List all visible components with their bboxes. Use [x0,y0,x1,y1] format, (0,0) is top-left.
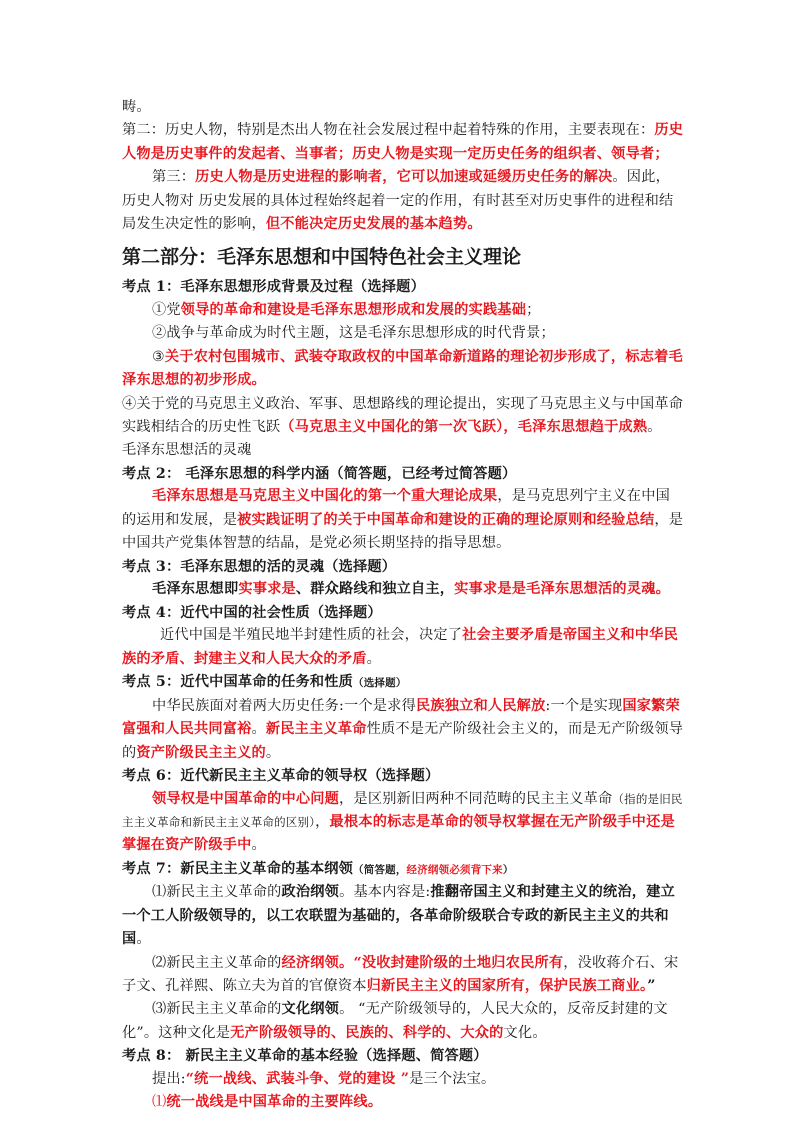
kaodian-6-body: 领导权是中国革命的中心问题，是区别新旧两种不同范畴的民主主义革命（指的是旧民主主义革命和新民主主义革命的区别），最根本的标志是革命的领导权掌握在无产阶级手中还是掌握在资产阶级手中。 [122,790,683,854]
kaodian-7-political-program: ⑴新民主主义革命的政治纲领。基本内容是:推翻帝国主义和封建主义的统治，建立一个工人阶级领导的，以工农联盟为基础的，各革命阶级联合专政的新民主主义的共和国。 [122,884,675,948]
kaodian-5-body: 中华民族面对着两大历史任务:一个是求得民族独立和人民解放:一个是实现国家繁荣富强和人民共同富裕。新民主主义革命性质不是无产阶级社会主义的，而是无产阶级领导的资产阶级民主主义的。 [122,697,684,761]
kaodian-4-body: 近代中国是半殖民地半封建性质的社会，决定了社会主要矛盾是帝国主义和中华民族的矛盾、封建主义和人民大众的矛盾。 [122,627,678,667]
kaodian-3-title: 考点 3：毛泽东思想的活的灵魂（选择题） [122,558,397,575]
document-page [122,96,684,1115]
section-title: 第二部分：毛泽东思想和中国特色社会主义理论 [122,246,522,269]
kaodian-1-item-2: ②战争与革命成为时代主题，这是毛泽东思想形成的时代背景； [152,325,555,342]
kaodian-5-title: 考点 5：近代中国革命的任务和性质（选择题） [122,674,407,691]
paragraph-intro: 畴。 [122,99,151,115]
kaodian-4-title: 考点 4：近代中国的社会性质（选择题） [122,604,382,621]
kaodian-3-body: 毛泽东思想即实事求是、群众路线和独立自主，实事求是是毛泽东思想活的灵魂。 [152,581,670,598]
kaodian-7-title: 考点 7：新民主主义革命的基本纲领（简答题，经济纲领必须背下来） [122,860,514,877]
kaodian-2-body: 毛泽东思想是马克思主义中国化的第一个重大理论成果，是马克思列宁主义在中国的运用和发展，是被实践证明了的关于中国革命和建设的正确的理论原则和经验总结，是中国共产党集体智慧的结晶，是党必须长期坚持的指导思想。 [122,488,684,552]
kaodian-1-title: 考点 1：毛泽东思想形成背景及过程（选择题） [122,279,425,296]
kaodian-8-item-1: ⑴统一战线是中国革命的主要阵线。 [152,1094,383,1111]
paragraph-second-point: 第二：历史人物，特别是杰出人物在社会发展过程中起着特殊的作用，主要表现在：历史人物是历史事件的发起者、当事者；历史人物是实现一定历史任务的组织者、领导者； [122,122,684,162]
kaodian-7-economic-program: ⑵新民主主义革命的经济纲领。“没收封建阶级的土地归农民所有，没收蒋介石、宋子文、孔祥熙、陈立夫为首的官僚资本归新民主主义的国家所有，保护民族工商业。” [122,954,679,994]
kaodian-1-item-1: ①党领导的革命和建设是毛泽东思想形成和发展的实践基础； [152,302,541,319]
kaodian-7-cultural-program: ⑶新民主主义革命的文化纲领。 “无产阶级领导的，人民大众的，反帝反封建的文化”。这种文化是无产阶级领导的、民族的、科学的、大众的文化。 [122,1001,668,1041]
kaodian-8-title: 考点 8： 新民主主义革命的基本经验（选择题、简答题） [122,1048,488,1065]
kaodian-1-item-5: 毛泽东思想活的灵魂 [122,442,252,459]
kaodian-2-title: 考点 2： 毛泽东思想的科学内涵（简答题，已经考过简答题） [122,465,517,482]
kaodian-6-title: 考点 6：近代新民主主义革命的领导权（选择题） [122,767,440,784]
kaodian-1-item-4: ④关于党的马克思主义政治、军事、思想路线的理论提出，实现了马克思主义与中国革命实践相结合的历史性飞跃（马克思主义中国化的第一次飞跃），毛泽东思想趋于成熟。 [122,395,684,436]
kaodian-1-item-3: ③关于农村包围城市、武装夺取政权的中国革命新道路的理论初步形成了，标志着毛泽东思想的初步形成。 [122,348,683,389]
kaodian-8-body: 提出:“统一战线、武装斗争、党的建设 ”是三个法宝。 [152,1070,496,1087]
paragraph-third-point: 第三：历史人物是历史进程的影响者，它可以加速或延缓历史任务的解决。因此，历史人物对 历史发展的具体过程始终起着一定的作用，有时甚至对历史事件的进程和结局发生决定性的影响，但不能决定历史发展的基本趋势。 [122,169,674,233]
